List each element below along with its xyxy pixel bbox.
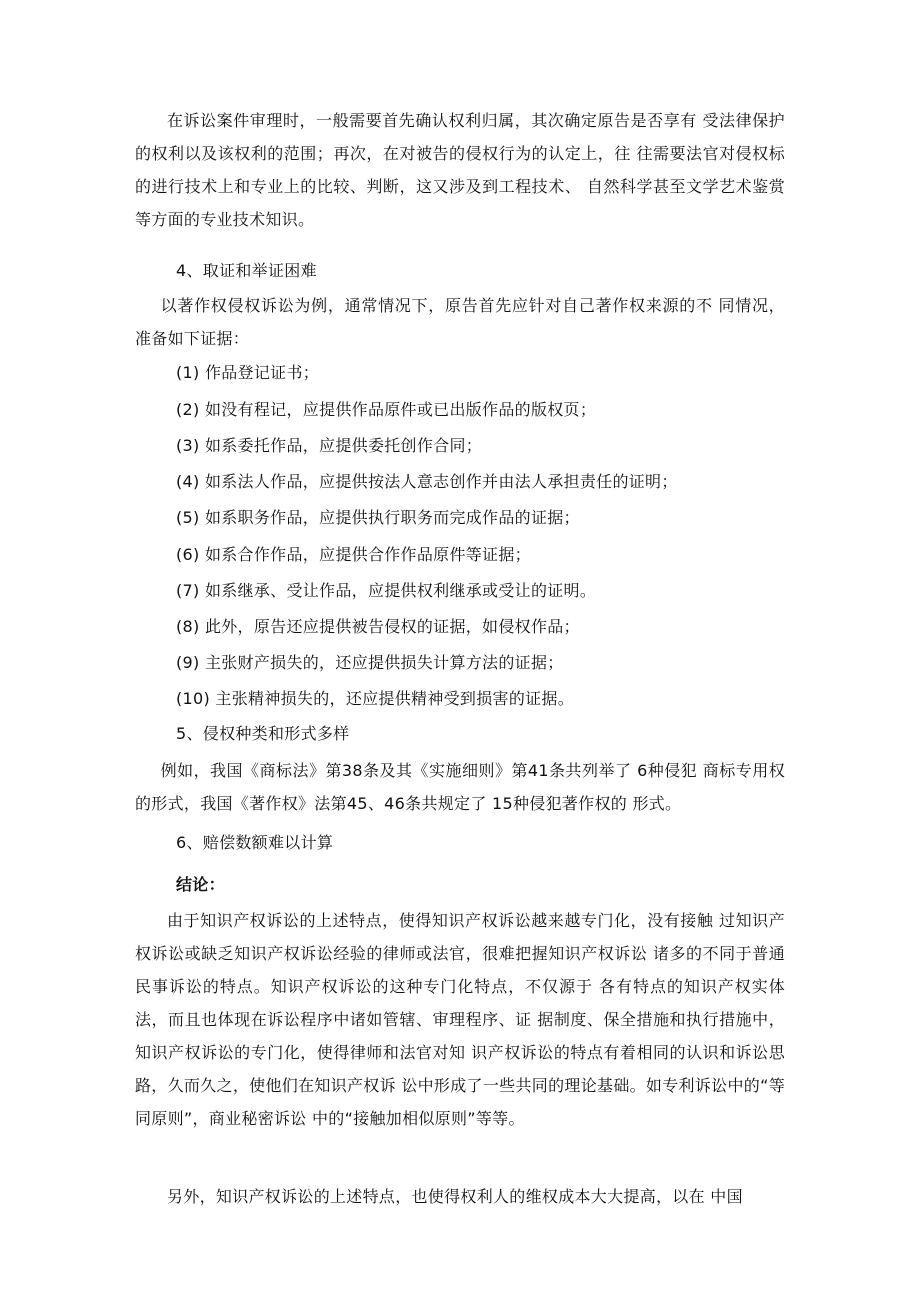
heading-compensation: 6、赔偿数额难以计算 [176,833,334,852]
evidence-item-6: (6) 如系合作作品，应提供合作作品原件等证据； [176,545,531,564]
evidence-item-4: (4) 如系法人作品，应提供按法人意志创作并由法人承担责任的证明； [176,472,678,491]
evidence-item-3: (3) 如系委托作品，应提供委托创作合同； [176,436,483,455]
evidence-item-8: (8) 此外，原告还应提供被告侵权的证据，如侵权作品； [176,617,580,636]
heading-infringement-types: 5、侵权种类和形式多样 [176,724,350,743]
paragraph-additional: 另外，知识产权诉讼的上述特点，也使得权利人的维权成本大大提高，以在 中国 [167,1187,743,1206]
paragraph-conclusion: 由于知识产权诉讼的上述特点，使得知识产权诉讼越来越专门化，没有接触 过知识产权诉讼或缺乏知识产权诉讼经验的律师或法官，很难把握知识产权诉讼 诸多的不同于普通民事诉讼的特点。知识产权诉讼的这种专门化特点，不仅源于 各有特点的知识产权实体法，而且也体现在诉讼程序中诸如管辖、审理程序、证 据制度、保全措施和执行措施中，知识产权诉讼的专门化，使得律师和法官对知 识产权诉讼的特点有着相同的认识和诉讼思路，久而久之，使他们在知识产权诉 讼中形成了一些共同的理论基础。如专利诉讼中的“等同原则”，商业秘密诉讼 中的“接触加相似原则”等等。 [135,911,785,1128]
evidence-item-10: (10) 主张精神损失的，还应提供精神受到损害的证据。 [176,689,575,708]
evidence-item-5: (5) 如系职务作品，应提供执行职务而完成作品的证据； [176,508,580,527]
paragraph-trial-review: 在诉讼案件审理时，一般需要首先确认权利归属，其次确定原告是否享有 受法律保护的权利以及该权利的范围；再次，在对被告的侵权行为的认定上，往 往需要法官对侵权标的进行技术上和专业上的比较、判断，这又涉及到工程技术、 自然科学甚至文学艺术鉴赏等方面的专业技术知识。 [135,111,785,229]
evidence-item-9: (9) 主张财产损失的，还应提供损失计算方法的证据； [176,653,564,672]
evidence-item-2: (2) 如没有程记，应提供作品原件或已出版作品的版权页； [176,400,597,419]
paragraph-trademark-law: 例如，我国《商标法》第38条及其《实施细则》第41条共列举了 6种侵犯 商标专用权的形式，我国《著作权》法第45、46条共规定了 15种侵犯著作权的 形式。 [135,761,785,813]
conclusion-title: 结论： [176,875,225,894]
evidence-item-7: (7) 如系继承、受让作品，应提供权利继承或受让的证明。 [176,581,597,600]
heading-evidence-difficulty: 4、取证和举证困难 [176,261,317,280]
paragraph-copyright-evidence: 以著作权侵权诉讼为例，通常情况下，原告首先应针对自己著作权来源的不 同情况，准备如下证据： [135,296,785,348]
evidence-item-1: (1) 作品登记证书； [176,363,320,382]
